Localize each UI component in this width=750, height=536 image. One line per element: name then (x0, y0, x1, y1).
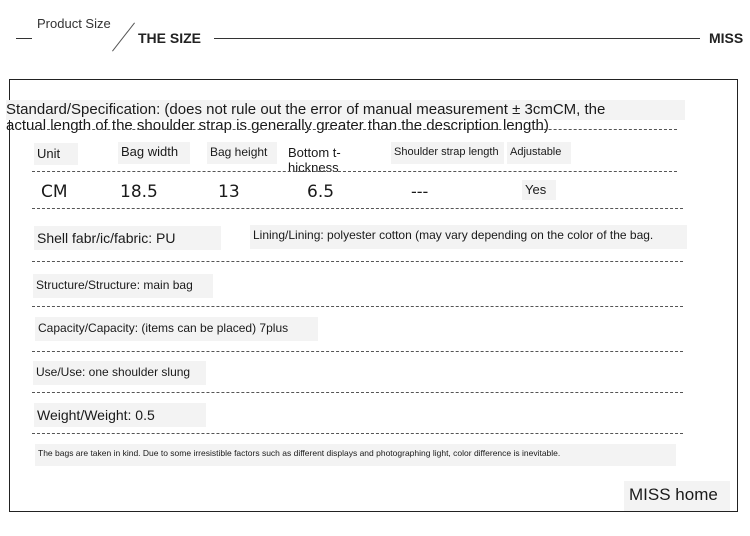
divider-headers (32, 171, 677, 172)
value-shoulder-strap-length: --- (411, 182, 429, 201)
structure: Structure/Structure: main bag (33, 274, 213, 298)
brand-home: MISS home (624, 481, 730, 511)
header-brand: MISS (709, 30, 744, 46)
the-size-title: THE SIZE (138, 30, 202, 46)
divider-capacity (32, 351, 683, 352)
shell-fabric: Shell fabr/ic/fabric: PU (34, 226, 221, 250)
spec-line-2: actual length of the shoulder strap is generally greater than the description length) (6, 117, 549, 134)
lining-fabric: Lining/Lining: polyester cotton (may vary depending on the color of the bag. (250, 225, 687, 249)
header-bottom-thickness: Bottom t- hickness (288, 145, 341, 175)
divider-use (32, 392, 683, 393)
divider-values (32, 208, 683, 209)
value-bag-width: 18.5 (120, 182, 158, 202)
weight: Weight/Weight: 0.5 (34, 403, 206, 427)
header-bag-height: Bag height (207, 142, 277, 164)
divider-spec (32, 129, 677, 130)
divider-weight (32, 433, 683, 434)
value-bottom-thickness: 6.5 (307, 182, 335, 202)
header-slash-divider (112, 23, 135, 52)
disclaimer-note: The bags are taken in kind. Due to some irresistible factors such as different displays and photographing light, color difference is inevitable. (35, 444, 676, 466)
product-size-label: Product Size (37, 16, 111, 31)
header-bag-width: Bag width (118, 142, 190, 164)
value-adjustable: Yes (522, 180, 556, 200)
divider-fabric (32, 261, 683, 262)
divider-structure (32, 306, 683, 307)
header-right-rule (214, 38, 700, 39)
header-adjustable: Adjustable (507, 142, 571, 164)
header-left-rule (16, 38, 32, 39)
value-bag-height: 13 (218, 182, 240, 202)
value-unit: CM (41, 182, 68, 202)
header-shoulder-strap-length: Shoulder strap length (391, 142, 504, 164)
header-unit: Unit (34, 143, 78, 165)
use: Use/Use: one shoulder slung (33, 361, 206, 385)
capacity: Capacity/Capacity: (items can be placed) 7plus (35, 317, 318, 341)
spec-line-1: Standard/Specification: (does not rule out the error of manual measurement ± 3cmCM, the (6, 100, 685, 120)
